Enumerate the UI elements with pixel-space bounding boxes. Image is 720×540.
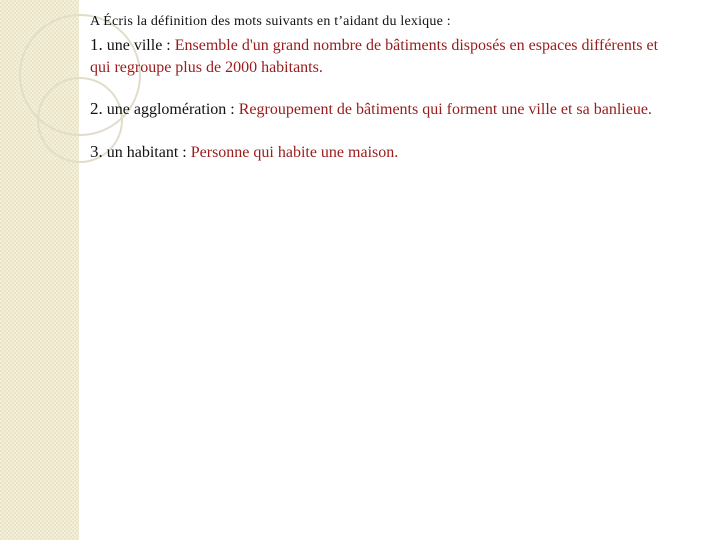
item-term: un habitant : xyxy=(102,144,191,161)
item-number: 3. xyxy=(90,142,103,161)
item-term: une ville : xyxy=(102,37,175,54)
item-definition: Ensemble d'un grand nombre de bâtiments disposés en espaces différents et qui regroupe plus de 2000 habitants. xyxy=(90,37,659,76)
item-definition: Personne qui habite une maison. xyxy=(190,144,399,161)
item-number: 1. xyxy=(90,35,103,54)
item-term: une agglomération : xyxy=(102,101,239,118)
worksheet-content xyxy=(90,12,670,164)
item-definition: Regroupement de bâtiments qui forment une ville et sa banlieue. xyxy=(238,101,652,118)
instruction-text: A Écris la définition des mots suivants en t’aidant du lexique : xyxy=(90,14,451,29)
decorative-side-panel xyxy=(0,0,79,540)
definition-item-1 xyxy=(90,34,670,79)
item-number: 2. xyxy=(90,99,103,118)
definition-item-2 xyxy=(90,98,670,121)
definition-item-3 xyxy=(90,141,670,164)
